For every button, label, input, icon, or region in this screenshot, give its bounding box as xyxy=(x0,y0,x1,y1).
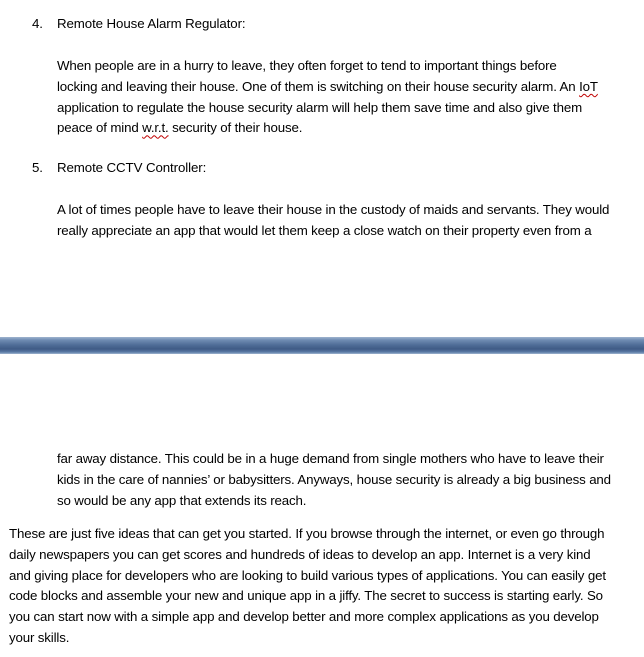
line-text: security of their house. xyxy=(172,120,303,136)
paragraph-line xyxy=(57,77,642,98)
item-paragraph-4 xyxy=(57,56,642,139)
line-text: peace of mind xyxy=(57,120,139,136)
item-paragraph-5-part-2 xyxy=(57,449,642,511)
paragraph-line: daily newspapers you can get scores and hundreds of ideas to develop an app. Internet is a very kind xyxy=(9,546,591,562)
paragraph-line: application to regulate the house security alarm will help them save time and also give them xyxy=(57,99,583,115)
item-title: Remote House Alarm Regulator: xyxy=(57,16,246,31)
paragraph-line: your skills. xyxy=(9,629,70,645)
spellcheck-flagged-word[interactable]: IoT xyxy=(579,78,598,94)
paragraph-line: When people are in a hurry to leave, they often forget to tend to important things before xyxy=(57,58,557,73)
paragraph-line: code blocks and assemble your new and unique app in a jiffy. The secret to success is starting early. So xyxy=(9,588,603,604)
paragraph-line: far away distance. This could be in a huge demand from single mothers who have to leave their xyxy=(57,451,604,466)
item-paragraph-5-part-1 xyxy=(57,200,642,242)
list-item-heading-5 xyxy=(32,160,206,175)
paragraph-line xyxy=(57,118,642,139)
paragraph-line: kids in the care of nannies’ or babysitters. Anyways, house security is already a big business and xyxy=(57,471,611,487)
paragraph-line: A lot of times people have to leave their house in the custody of maids and servants. They would xyxy=(57,202,610,217)
list-number: 5. xyxy=(32,160,43,175)
item-title: Remote CCTV Controller: xyxy=(57,160,207,175)
list-item-heading-4 xyxy=(32,16,246,31)
paragraph-line: really appreciate an app that would let them keep a close watch on their property even from a xyxy=(57,222,592,238)
list-number: 4. xyxy=(32,16,43,31)
spellcheck-flagged-word[interactable]: w.r.t. xyxy=(142,120,169,136)
page-break-separator xyxy=(0,337,644,354)
paragraph-line: These are just five ideas that can get you started. If you browse through the internet, or even go through xyxy=(9,526,605,541)
line-text: locking and leaving their house. One of them is switching on their house security alarm. An xyxy=(57,78,576,94)
paragraph-line: and giving place for developers who are looking to build various types of applications. You can easily get xyxy=(9,567,606,583)
document-page-bottom xyxy=(0,354,644,657)
paragraph-line: you can start now with a simple app and develop better and more complex applications as you develop xyxy=(9,609,599,625)
conclusion-paragraph xyxy=(9,524,639,649)
paragraph-line: so would be any app that extends its reach. xyxy=(57,492,307,508)
